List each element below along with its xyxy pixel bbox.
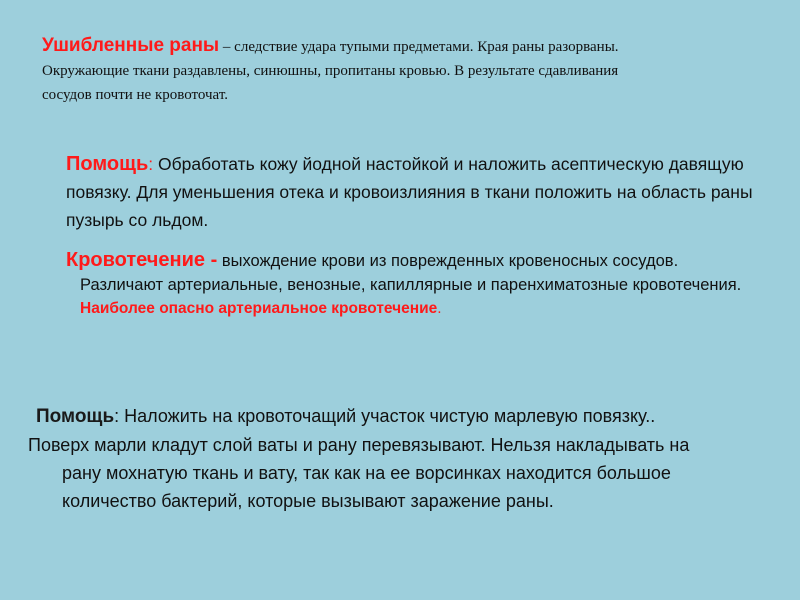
bandage-line-3: рану мохнатую ткань и вату, так как на ее ворсинках находится большое <box>62 463 671 483</box>
bandage-paragraph <box>28 402 778 515</box>
most-dangerous-bleeding: Наиболее опасно артериальное кровотечение <box>80 300 438 317</box>
first-aid-colon: : <box>148 154 154 174</box>
bandage-heading: Помощь <box>36 406 115 427</box>
most-dangerous-dot: . <box>437 300 442 317</box>
contused-wounds-paragraph <box>42 34 662 107</box>
bleeding-types: Различают артериальные, венозные, капиллярные и паренхиматозные кровотечения. <box>80 276 742 294</box>
bleeding-paragraph <box>66 248 766 321</box>
bleeding-definition: выхождение крови из поврежденных кровеносных сосудов. <box>217 252 679 270</box>
contused-wounds-heading: Ушибленные раны <box>42 35 220 56</box>
bandage-line-4: количество бактерий, которые вызывают заражение раны. <box>62 491 554 511</box>
first-aid-paragraph <box>66 150 756 234</box>
bandage-line-1: : Наложить на кровоточащий участок чистую марлевую повязку.. <box>114 406 656 426</box>
bandage-line-2: Поверх марли кладут слой ваты и рану перевязывают. Нельзя накладывать на <box>28 435 690 455</box>
first-aid-heading: Помощь <box>66 153 149 175</box>
first-aid-text: Обработать кожу йодной настойкой и наложить асептическую давящую повязку. Для уменьшения отека и кровоизлияния в ткани положить на область раны пузырь со льдом. <box>66 154 753 230</box>
contused-wounds-text: – следствие удара тупыми предметами. Края раны разорваны. Окружающие ткани раздавлены, синюшны, пропитаны кровью. В результате сдавливания сосудов почти не кровоточат. <box>42 39 619 103</box>
bleeding-heading: Кровотечение - <box>66 249 218 271</box>
